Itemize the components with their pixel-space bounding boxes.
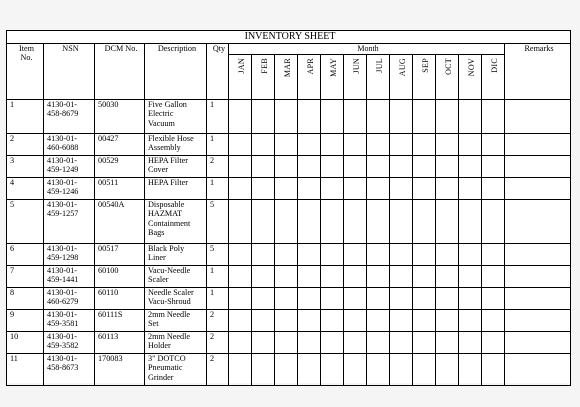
cell-nsn: 4130-01- 459-1441	[44, 266, 95, 288]
cell-month-oct	[436, 332, 459, 354]
cell-month-sep	[413, 288, 436, 310]
cell-month-oct	[436, 266, 459, 288]
table-row	[7, 156, 571, 178]
cell-month-dic	[482, 332, 505, 354]
cell-month-mar	[275, 200, 298, 244]
cell-qty: 2	[207, 310, 229, 332]
cell-month-jun	[344, 332, 367, 354]
cell-month-dic	[482, 134, 505, 156]
cell-dcm: 60110	[95, 288, 145, 310]
cell-remarks	[505, 134, 571, 156]
cell-month-jul	[367, 200, 390, 244]
cell-month-sep	[413, 134, 436, 156]
cell-month-mar	[275, 354, 298, 386]
cell-month-aug	[390, 178, 413, 200]
table-row	[7, 134, 571, 156]
cell-month-feb	[252, 100, 275, 134]
cell-month-jun	[344, 134, 367, 156]
header-item-no: Item No.	[7, 44, 44, 100]
header-month-aug	[390, 55, 413, 100]
header-month-jul	[367, 55, 390, 100]
cell-month-jul	[367, 156, 390, 178]
cell-month-sep	[413, 244, 436, 266]
cell-qty: 2	[207, 354, 229, 386]
cell-month-aug	[390, 200, 413, 244]
cell-month-dic	[482, 100, 505, 134]
cell-month-jun	[344, 244, 367, 266]
cell-remarks	[505, 100, 571, 134]
cell-qty: 1	[207, 134, 229, 156]
cell-item: 11	[7, 354, 44, 386]
cell-month-oct	[436, 354, 459, 386]
header-description: Description	[145, 44, 207, 100]
cell-month-may	[321, 200, 344, 244]
cell-month-oct	[436, 178, 459, 200]
cell-qty: 1	[207, 288, 229, 310]
cell-month-feb	[252, 156, 275, 178]
cell-month-apr	[298, 200, 321, 244]
cell-month-mar	[275, 332, 298, 354]
cell-month-nov	[459, 288, 482, 310]
cell-nsn: 4130-01- 458-8673	[44, 354, 95, 386]
cell-item: 5	[7, 200, 44, 244]
cell-description: HEPA Filter	[145, 178, 207, 200]
cell-qty: 2	[207, 156, 229, 178]
cell-month-jun	[344, 266, 367, 288]
cell-month-jan	[229, 288, 252, 310]
cell-month-jul	[367, 244, 390, 266]
cell-month-feb	[252, 266, 275, 288]
cell-month-nov	[459, 244, 482, 266]
cell-month-apr	[298, 134, 321, 156]
cell-month-dic	[482, 354, 505, 386]
cell-month-jun	[344, 288, 367, 310]
cell-month-may	[321, 156, 344, 178]
table-row	[7, 200, 571, 244]
cell-month-may	[321, 134, 344, 156]
cell-item: 7	[7, 266, 44, 288]
header-month-jun	[344, 55, 367, 100]
cell-nsn: 4130-01- 459-1249	[44, 156, 95, 178]
cell-month-jun	[344, 200, 367, 244]
header-month-mar	[275, 55, 298, 100]
cell-nsn: 4130-01- 460-6279	[44, 288, 95, 310]
cell-dcm: 60113	[95, 332, 145, 354]
cell-qty: 1	[207, 266, 229, 288]
cell-month-dic	[482, 310, 505, 332]
cell-month-may	[321, 100, 344, 134]
cell-month-jun	[344, 354, 367, 386]
month-label: FEB	[259, 58, 269, 74]
cell-month-nov	[459, 332, 482, 354]
cell-month-feb	[252, 244, 275, 266]
cell-month-sep	[413, 332, 436, 354]
cell-month-feb	[252, 200, 275, 244]
cell-month-apr	[298, 178, 321, 200]
header-month-may	[321, 55, 344, 100]
cell-month-jan	[229, 354, 252, 386]
cell-month-feb	[252, 134, 275, 156]
cell-remarks	[505, 332, 571, 354]
cell-nsn: 4130-01- 459-1298	[44, 244, 95, 266]
cell-month-jun	[344, 100, 367, 134]
cell-month-jan	[229, 200, 252, 244]
cell-month-jan	[229, 266, 252, 288]
cell-month-oct	[436, 288, 459, 310]
table-row	[7, 354, 571, 386]
cell-month-jan	[229, 100, 252, 134]
cell-month-aug	[390, 134, 413, 156]
cell-item: 6	[7, 244, 44, 266]
header-month-nov	[459, 55, 482, 100]
cell-item: 3	[7, 156, 44, 178]
cell-description: Black Poly Liner	[145, 244, 207, 266]
cell-month-nov	[459, 100, 482, 134]
cell-month-sep	[413, 100, 436, 134]
cell-month-nov	[459, 354, 482, 386]
cell-remarks	[505, 288, 571, 310]
header-month-apr	[298, 55, 321, 100]
month-label: NOV	[466, 58, 476, 77]
header-remarks: Remarks	[505, 44, 571, 100]
month-label: JUN	[351, 58, 361, 74]
cell-month-nov	[459, 178, 482, 200]
cell-month-may	[321, 354, 344, 386]
cell-month-nov	[459, 310, 482, 332]
table-row	[7, 288, 571, 310]
cell-month-may	[321, 310, 344, 332]
month-label: DIC	[489, 58, 499, 73]
cell-dcm: 60111S	[95, 310, 145, 332]
cell-remarks	[505, 266, 571, 288]
cell-month-jul	[367, 288, 390, 310]
cell-month-may	[321, 288, 344, 310]
cell-month-apr	[298, 288, 321, 310]
cell-qty: 1	[207, 178, 229, 200]
month-label: SEP	[420, 58, 430, 73]
cell-month-sep	[413, 156, 436, 178]
cell-item: 4	[7, 178, 44, 200]
table-row	[7, 178, 571, 200]
header-month-sep	[413, 55, 436, 100]
header-month-oct	[436, 55, 459, 100]
cell-month-aug	[390, 332, 413, 354]
header-qty: Qty	[207, 44, 229, 100]
month-label: OCT	[443, 58, 453, 75]
cell-remarks	[505, 354, 571, 386]
cell-month-mar	[275, 178, 298, 200]
cell-month-sep	[413, 178, 436, 200]
cell-month-jan	[229, 156, 252, 178]
cell-month-nov	[459, 156, 482, 178]
cell-month-nov	[459, 200, 482, 244]
cell-remarks	[505, 178, 571, 200]
cell-description: Disposable HAZMAT Containment Bags	[145, 200, 207, 244]
cell-description: Vacu-Needle Scaler	[145, 266, 207, 288]
cell-month-oct	[436, 134, 459, 156]
table-row	[7, 244, 571, 266]
cell-month-jul	[367, 310, 390, 332]
cell-month-apr	[298, 100, 321, 134]
cell-description: Five Gallon Electric Vacuum	[145, 100, 207, 134]
cell-month-dic	[482, 200, 505, 244]
cell-month-may	[321, 244, 344, 266]
table-row	[7, 310, 571, 332]
cell-month-sep	[413, 354, 436, 386]
cell-month-jan	[229, 332, 252, 354]
cell-month-may	[321, 266, 344, 288]
cell-dcm: 50030	[95, 100, 145, 134]
cell-month-sep	[413, 266, 436, 288]
cell-dcm: 00540A	[95, 200, 145, 244]
sheet-title: INVENTORY SHEET	[7, 31, 571, 44]
header-month-jan	[229, 55, 252, 100]
cell-month-apr	[298, 354, 321, 386]
cell-description: 2mm Needle Holder	[145, 332, 207, 354]
cell-month-oct	[436, 100, 459, 134]
cell-month-aug	[390, 266, 413, 288]
cell-month-jul	[367, 178, 390, 200]
cell-item: 1	[7, 100, 44, 134]
header-month-dic	[482, 55, 505, 100]
header-month-feb	[252, 55, 275, 100]
cell-month-dic	[482, 288, 505, 310]
cell-month-jun	[344, 178, 367, 200]
cell-month-may	[321, 332, 344, 354]
cell-month-mar	[275, 100, 298, 134]
cell-dcm: 00529	[95, 156, 145, 178]
cell-description: HEPA Filter Cover	[145, 156, 207, 178]
cell-month-mar	[275, 244, 298, 266]
cell-month-aug	[390, 310, 413, 332]
cell-month-feb	[252, 178, 275, 200]
cell-month-aug	[390, 354, 413, 386]
cell-month-feb	[252, 354, 275, 386]
cell-item: 8	[7, 288, 44, 310]
cell-month-mar	[275, 134, 298, 156]
cell-qty: 5	[207, 200, 229, 244]
cell-description: 3" DOTCO Pneumatic Grinder	[145, 354, 207, 386]
cell-remarks	[505, 310, 571, 332]
cell-nsn: 4130-01- 459-1246	[44, 178, 95, 200]
cell-month-feb	[252, 332, 275, 354]
table-row	[7, 266, 571, 288]
cell-month-apr	[298, 266, 321, 288]
cell-month-oct	[436, 156, 459, 178]
cell-item: 10	[7, 332, 44, 354]
month-label: JAN	[236, 58, 246, 74]
cell-month-jan	[229, 134, 252, 156]
cell-dcm: 170083	[95, 354, 145, 386]
cell-month-mar	[275, 288, 298, 310]
header-nsn: NSN	[44, 44, 95, 100]
cell-nsn: 4130-01- 459-3581	[44, 310, 95, 332]
month-label: MAY	[328, 58, 338, 77]
cell-description: Needle Scaler Vacu-Shroud	[145, 288, 207, 310]
cell-month-sep	[413, 310, 436, 332]
cell-month-dic	[482, 244, 505, 266]
cell-nsn: 4130-01- 459-1257	[44, 200, 95, 244]
cell-month-oct	[436, 244, 459, 266]
cell-month-nov	[459, 134, 482, 156]
cell-item: 2	[7, 134, 44, 156]
month-label: MAR	[282, 58, 292, 78]
cell-month-aug	[390, 100, 413, 134]
cell-month-mar	[275, 156, 298, 178]
cell-description: Flexible Hose Assembly	[145, 134, 207, 156]
cell-month-mar	[275, 266, 298, 288]
cell-month-jan	[229, 178, 252, 200]
header-month-group: Month	[229, 44, 505, 55]
header-dcm-no: DCM No.	[95, 44, 145, 100]
cell-month-oct	[436, 310, 459, 332]
cell-month-dic	[482, 178, 505, 200]
cell-item: 9	[7, 310, 44, 332]
cell-month-feb	[252, 288, 275, 310]
cell-month-apr	[298, 156, 321, 178]
cell-month-jan	[229, 244, 252, 266]
cell-month-aug	[390, 156, 413, 178]
cell-nsn: 4130-01- 458-8679	[44, 100, 95, 134]
cell-dcm: 60100	[95, 266, 145, 288]
cell-qty: 5	[207, 244, 229, 266]
cell-remarks	[505, 200, 571, 244]
cell-month-aug	[390, 244, 413, 266]
cell-qty: 2	[207, 332, 229, 354]
month-label: JUL	[374, 58, 384, 73]
cell-dcm: 00511	[95, 178, 145, 200]
cell-month-jul	[367, 332, 390, 354]
inventory-sheet	[6, 30, 570, 383]
cell-month-may	[321, 178, 344, 200]
cell-qty: 1	[207, 100, 229, 134]
cell-month-jul	[367, 134, 390, 156]
cell-nsn: 4130-01- 460-6088	[44, 134, 95, 156]
cell-month-aug	[390, 288, 413, 310]
cell-dcm: 00517	[95, 244, 145, 266]
cell-month-jul	[367, 266, 390, 288]
month-label: AUG	[397, 58, 407, 77]
table-row	[7, 100, 571, 134]
cell-remarks	[505, 156, 571, 178]
inventory-rows	[7, 100, 571, 386]
cell-month-apr	[298, 310, 321, 332]
cell-nsn: 4130-01- 459-3582	[44, 332, 95, 354]
inventory-table	[6, 30, 571, 386]
cell-month-oct	[436, 200, 459, 244]
cell-description: 2mm Needle Set	[145, 310, 207, 332]
cell-month-sep	[413, 200, 436, 244]
cell-month-jan	[229, 310, 252, 332]
cell-month-jul	[367, 354, 390, 386]
cell-month-apr	[298, 244, 321, 266]
cell-month-jul	[367, 100, 390, 134]
cell-month-nov	[459, 266, 482, 288]
cell-month-feb	[252, 310, 275, 332]
cell-month-jun	[344, 310, 367, 332]
cell-month-apr	[298, 332, 321, 354]
cell-remarks	[505, 244, 571, 266]
cell-month-jun	[344, 156, 367, 178]
cell-dcm: 00427	[95, 134, 145, 156]
cell-month-dic	[482, 266, 505, 288]
cell-month-mar	[275, 310, 298, 332]
month-label: APR	[305, 58, 315, 75]
cell-month-dic	[482, 156, 505, 178]
table-row	[7, 332, 571, 354]
